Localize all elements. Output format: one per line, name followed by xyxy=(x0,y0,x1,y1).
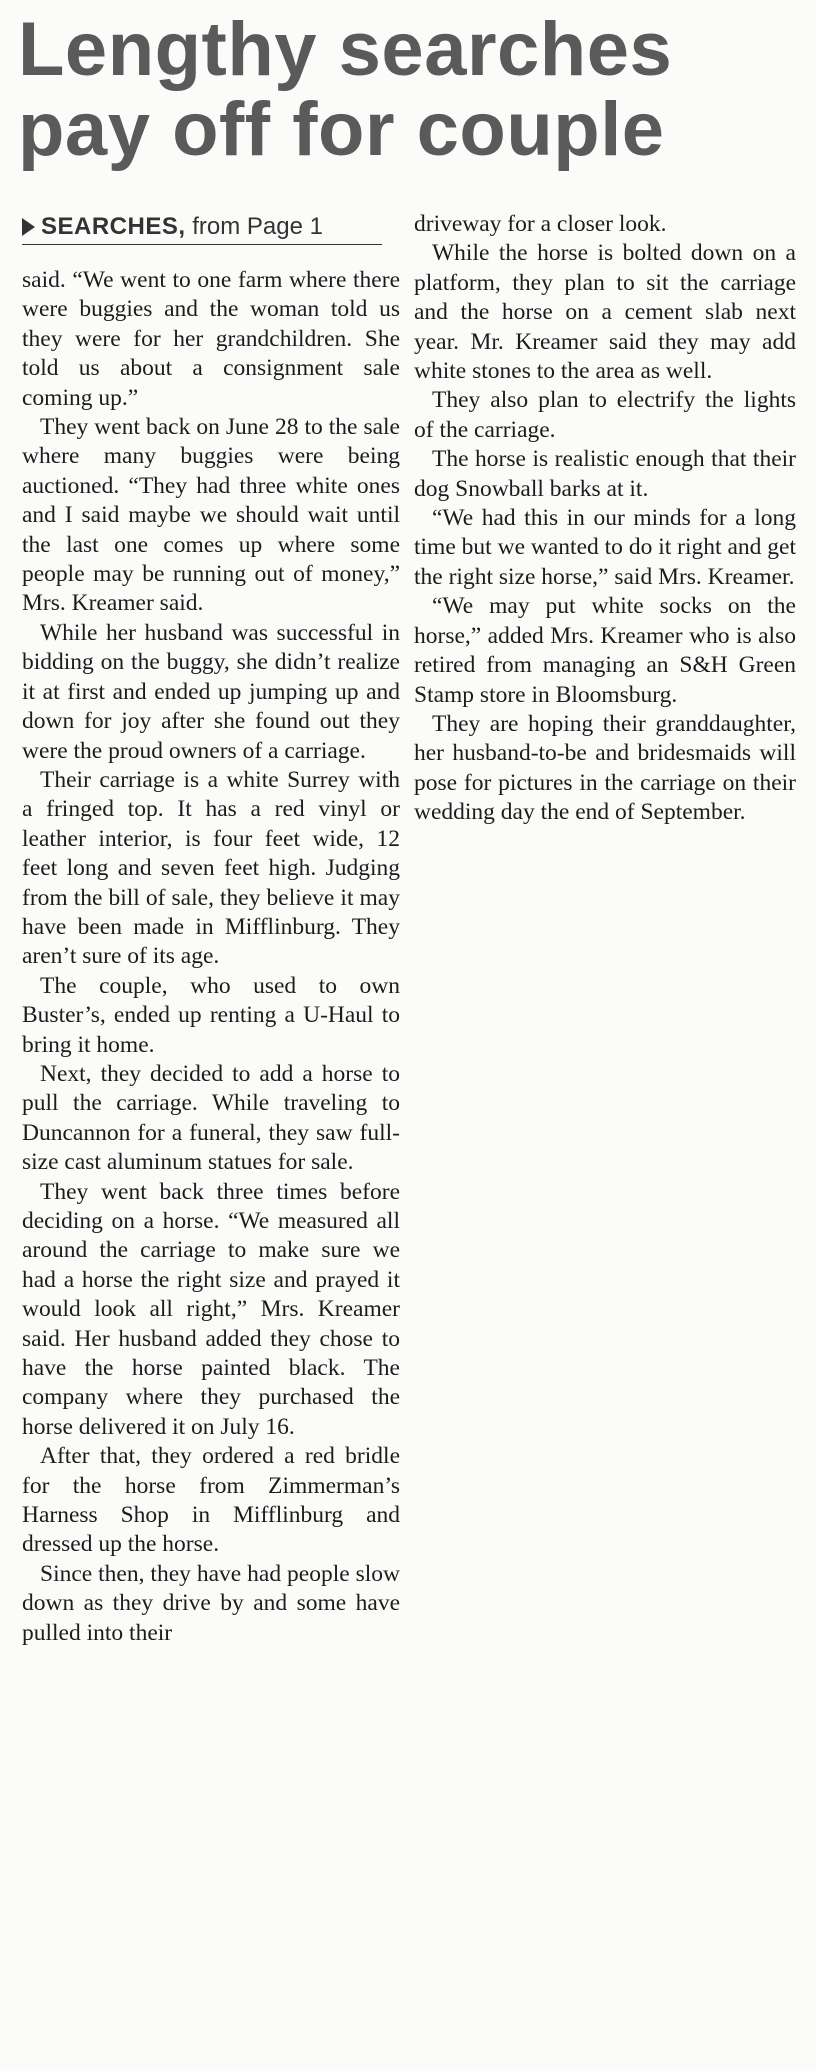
paragraph: They went back on June 28 to the sale where many buggies were being auctioned. “They had three white ones and I said maybe we should wait until the last one comes up where some people may be running out of money,” Mrs. Kreamer said. xyxy=(22,414,400,617)
paragraph: While the horse is bolted down on a platform, they plan to sit the carriage and the horse on a cement slab next year. Mr. Kreamer said they may add white stones to the area as well. xyxy=(414,240,796,385)
paragraph: Since then, they have had people slow down as they drive by and some have pulled into their xyxy=(22,1560,400,1646)
arrow-icon xyxy=(22,218,35,236)
headline xyxy=(18,7,808,172)
right-column xyxy=(414,210,796,828)
paragraph: “We may put white socks on the horse,” added Mrs. Kreamer who is also retired from managing an S&H Green Stamp store in Bloomsburg. xyxy=(414,593,796,708)
jump-line xyxy=(22,212,382,245)
paragraph: While her husband was successful in bidding on the buggy, she didn’t realize it at first and ended up jumping up and down for joy after she found out they were the proud owners of a carriage. xyxy=(22,619,400,764)
paragraph: After that, they ordered a red bridle for the horse from Zimmerman’s Harness Shop in Mifflinburg and dressed up the horse. xyxy=(22,1443,400,1558)
jump-from: from Page 1 xyxy=(192,213,323,240)
jump-keyword: SEARCHES, xyxy=(41,213,186,240)
paragraph: driveway for a closer look. xyxy=(414,211,667,237)
paragraph: “We had this in our minds for a long time but we wanted to do it right and get the right size horse,” said Mrs. Kreamer. xyxy=(414,505,796,590)
paragraph: Next, they decided to add a horse to pull the carriage. While traveling to Duncannon for a funeral, they saw full-size cast aluminum statues for sale. xyxy=(22,1060,400,1176)
paragraph: The couple, who used to own Buster’s, ended up renting a U-Haul to bring it home. xyxy=(22,972,400,1058)
paragraph: They also plan to electrify the lights of the carriage. xyxy=(414,387,796,443)
paragraph: They went back three times before deciding on a horse. “We measured all around the carriage to make sure we had a horse the right size and prayed it would look all right,” Mrs. Kreamer said. Her husband added they chose to have the horse painted black. The company where they purchased the horse delivered it on July 16. xyxy=(22,1178,400,1440)
headline-line-1: Lengthy searches xyxy=(18,7,673,92)
paragraph: Their carriage is a white Surrey with a fringed top. It has a red vinyl or leather interior, is four feet wide, 12 feet long and seven feet high. Judging from the bill of sale, they believe it may have been made in Mifflinburg. They aren’t sure of its age. xyxy=(22,766,400,970)
paragraph: They are hoping their granddaughter, her husband-to-be and bridesmaids will pose for pictures in the carriage on their wedding day the end of September. xyxy=(414,710,796,826)
paragraph: The horse is realistic enough that their dog Snowball barks at it. xyxy=(414,446,796,502)
headline-line-2: pay off for couple xyxy=(18,87,665,172)
paragraph: said. “We went to one farm where there were buggies and the woman told us they were for her grandchildren. She told us about a consignment sale coming up.” xyxy=(22,267,400,411)
